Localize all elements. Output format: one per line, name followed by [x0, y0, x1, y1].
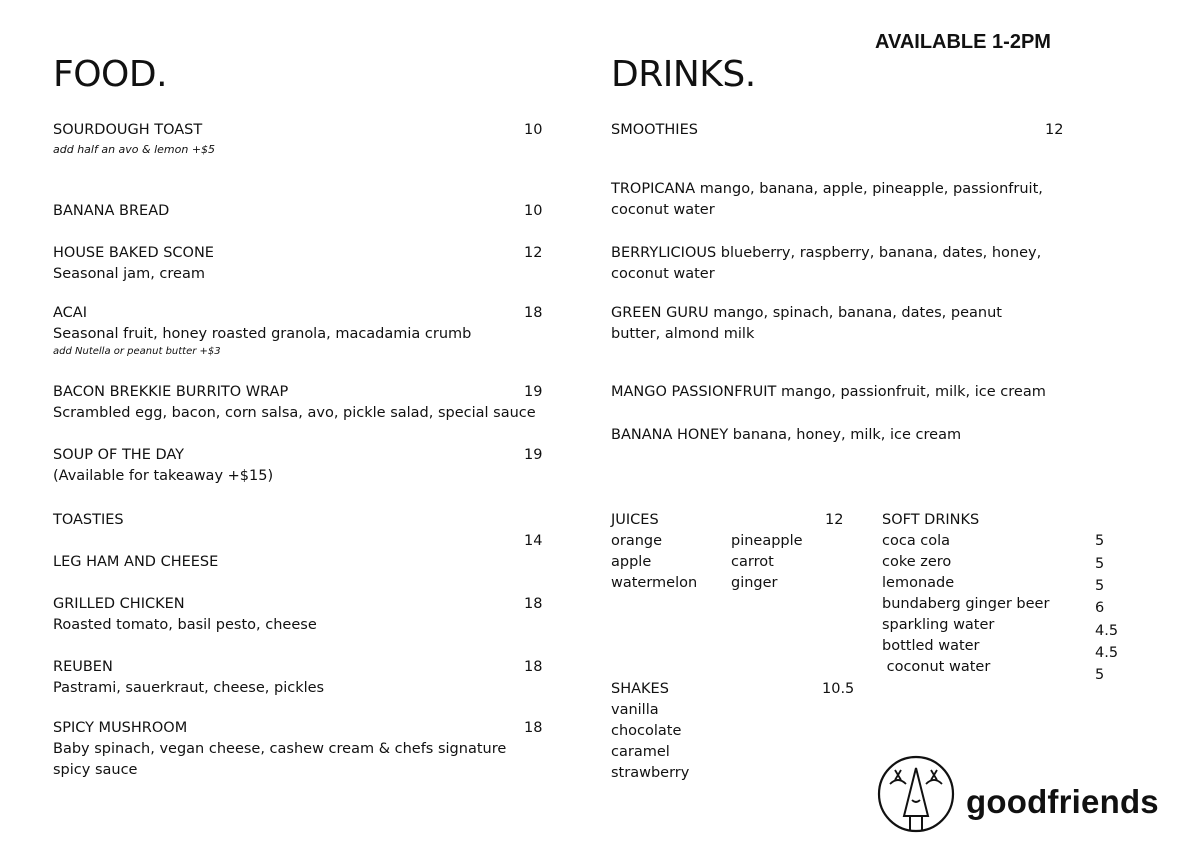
- item-price: 18: [524, 596, 543, 612]
- soft-drink-name: bottled water: [882, 638, 980, 654]
- item-price: 18: [524, 659, 543, 675]
- item-price: 12: [524, 245, 543, 261]
- soft-drink-price: 4.5: [1095, 623, 1119, 639]
- smoothie-line: GREEN GURU mango, spinach, banana, dates, peanut: [611, 305, 1002, 321]
- soft-drink-price: 5: [1095, 533, 1105, 549]
- item-note: add Nutella or peanut butter +$3: [53, 346, 221, 357]
- item-description: Roasted tomato, basil pesto, cheese: [53, 617, 317, 633]
- item-name: LEG HAM AND CHEESE: [53, 554, 219, 570]
- juice-item: watermelon: [611, 575, 698, 591]
- item-price: 19: [524, 447, 543, 463]
- food-heading: FOOD.: [53, 54, 168, 95]
- section-price: 14: [524, 533, 543, 549]
- brand-wordmark: goodfriends: [966, 783, 1159, 820]
- soft-drink-price: 5: [1095, 667, 1105, 683]
- soft-drink-name: coconut water: [882, 659, 991, 675]
- item-name: GRILLED CHICKEN: [53, 596, 185, 612]
- item-note: add half an avo & lemon +$5: [53, 143, 216, 156]
- goodfriends-face-logo-icon: [876, 754, 956, 834]
- soft-drink-price: 4.5: [1095, 645, 1119, 661]
- item-description: Seasonal fruit, honey roasted granola, macadamia crumb: [53, 326, 472, 342]
- section-heading: JUICES: [611, 512, 659, 528]
- item-name: SPICY MUSHROOM: [53, 720, 188, 736]
- juice-item: orange: [611, 533, 663, 549]
- item-name: BANANA BREAD: [53, 203, 170, 219]
- item-name: REUBEN: [53, 659, 113, 675]
- soft-drink-price: 5: [1095, 556, 1105, 572]
- shake-item: strawberry: [611, 765, 690, 781]
- section-price: 10.5: [822, 681, 855, 697]
- section-price: 12: [825, 512, 844, 528]
- soft-drink-name: coca cola: [882, 533, 951, 549]
- section-heading: SMOOTHIES: [611, 122, 698, 138]
- item-description: Seasonal jam, cream: [53, 266, 205, 282]
- item-name: SOUP OF THE DAY: [53, 447, 185, 463]
- smoothie-line: BERRYLICIOUS blueberry, raspberry, banana, dates, honey,: [611, 245, 1042, 261]
- soft-drink-name: bundaberg ginger beer: [882, 596, 1050, 612]
- item-description: (Available for takeaway +$15): [53, 468, 274, 484]
- juice-item: carrot: [731, 554, 774, 570]
- shake-item: chocolate: [611, 723, 682, 739]
- item-price: 10: [524, 122, 543, 138]
- availability-note: AVAILABLE 1-2PM: [875, 31, 1051, 53]
- smoothie-line: MANGO PASSIONFRUIT mango, passionfruit, milk, ice cream: [611, 384, 1046, 400]
- item-name: ACAI: [53, 305, 87, 321]
- item-description: Pastrami, sauerkraut, cheese, pickles: [53, 680, 325, 696]
- smoothie-line: BANANA HONEY banana, honey, milk, ice cream: [611, 427, 962, 443]
- item-name: BACON BREKKIE BURRITO WRAP: [53, 384, 289, 400]
- item-price: 18: [524, 720, 543, 736]
- item-price: 10: [524, 203, 543, 219]
- soft-drink-name: sparkling water: [882, 617, 995, 633]
- item-name: SOURDOUGH TOAST: [53, 122, 203, 138]
- item-price: 18: [524, 305, 543, 321]
- juice-item: pineapple: [731, 533, 803, 549]
- shake-item: vanilla: [611, 702, 659, 718]
- section-heading: SOFT DRINKS: [882, 512, 980, 528]
- smoothie-line: coconut water: [611, 202, 715, 218]
- smoothie-line: coconut water: [611, 266, 715, 282]
- item-price: 19: [524, 384, 543, 400]
- item-description-cont: spicy sauce: [53, 762, 138, 778]
- item-description: Scrambled egg, bacon, corn salsa, avo, pickle salad, special sauce: [53, 405, 536, 421]
- item-description: Baby spinach, vegan cheese, cashew cream & chefs signature: [53, 741, 507, 757]
- section-heading: SHAKES: [611, 681, 669, 697]
- soft-drink-price: 6: [1095, 600, 1105, 616]
- soft-drink-name: lemonade: [882, 575, 955, 591]
- drinks-heading: DRINKS.: [611, 54, 756, 95]
- juice-item: apple: [611, 554, 652, 570]
- juice-item: ginger: [731, 575, 778, 591]
- item-name: HOUSE BAKED SCONE: [53, 245, 214, 261]
- shake-item: caramel: [611, 744, 670, 760]
- soft-drink-price: 5: [1095, 578, 1105, 594]
- section-heading: TOASTIES: [53, 512, 124, 528]
- soft-drink-name: coke zero: [882, 554, 952, 570]
- section-price: 12: [1045, 122, 1064, 138]
- smoothie-line: butter, almond milk: [611, 326, 755, 342]
- smoothie-line: TROPICANA mango, banana, apple, pineapple, passionfruit,: [611, 181, 1043, 197]
